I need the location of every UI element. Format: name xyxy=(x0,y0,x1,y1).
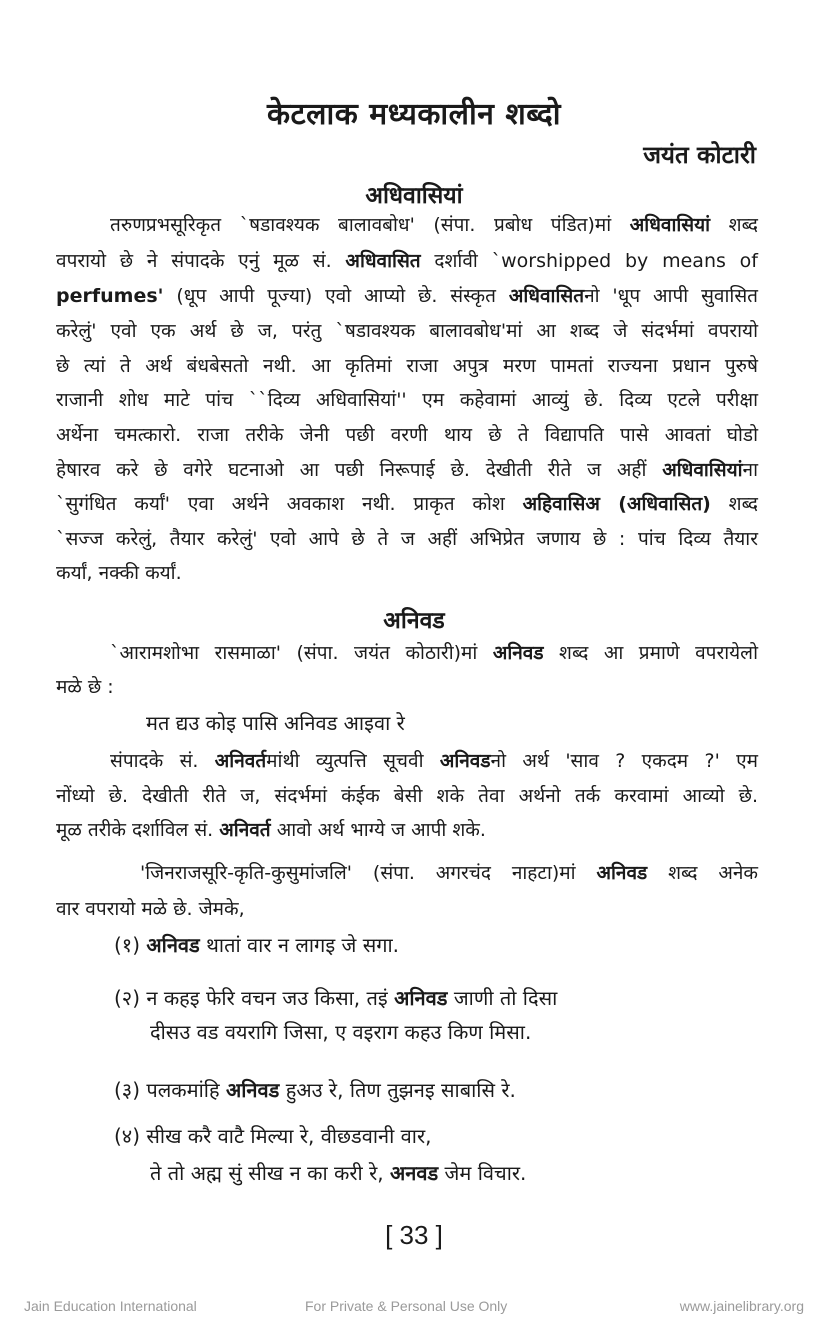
page-number: [ 33 ] xyxy=(385,1220,443,1250)
bold-term: अनिवड xyxy=(225,1078,280,1102)
quoted-verse: मत द्यउ कोइ पासि अनिवड आइवा रे xyxy=(146,711,405,735)
paragraph-line: मूळ तरीके दर्शाविल सं. अनिवर्त आवो अर्थ भाग्ये ज आपी शके. xyxy=(56,819,486,841)
example-verse: (४) सीख करै वाटै मिल्या रे, वीछडवानी वार, xyxy=(114,1124,432,1148)
bold-term: अनिवड xyxy=(492,642,544,664)
bold-term: अनवड xyxy=(389,1161,439,1185)
paragraph-line: हेषारव करे छे वगेरे घटनाओ आ पछी निरूपाई छे. देखीती रीते ज अहीं अधिवासियांना xyxy=(56,459,758,481)
paragraph-line: तरुणप्रभसूरिकृत `षडावश्यक बालावबोध' (संपा. प्रबोध पंडित)मां अधिवासियां शब्द xyxy=(110,214,758,236)
bold-term: अनिवड xyxy=(439,750,491,772)
paragraph-line: मळे छे : xyxy=(56,676,114,698)
author-name: जयंत कोटारी xyxy=(643,141,756,169)
bold-term: अनिवड xyxy=(146,933,200,957)
section-heading-anivad: अनिवड xyxy=(383,608,445,634)
paragraph-line: राजानी शोध माटे पांच ``दिव्य अधिवासियां'' एम कहेवामां आव्युं छे. दिव्य एटले परीक्षा xyxy=(56,389,758,411)
bold-term: अनिवर्त xyxy=(214,750,267,772)
bold-term: अनिवड xyxy=(394,986,448,1010)
bold-term: अनिवड xyxy=(596,862,648,884)
bold-term: अधिवासित xyxy=(508,285,585,307)
paragraph-line: perfumes' (धूप आपी पूज्या) एवो आप्यो छे. संस्कृत अधिवासितनो 'धूप आपी सुवासित xyxy=(56,285,759,307)
bold-term: अहिवासिअ (अधिवासित) xyxy=(522,493,711,515)
bold-term: अधिवासियां xyxy=(629,214,711,236)
paragraph-line: नोंध्यो छे. देखीती रीते ज, संदर्भमां कंईक बेसी शके तेवा अर्थनो तर्क करवामां आव्यो छे. xyxy=(56,785,758,807)
footer-publisher: Jain Education International xyxy=(24,1298,197,1314)
paragraph-line: `आरामशोभा रासमाळा' (संपा. जयंत कोठारी)मां अनिवड शब्द आ प्रमाणे वपरायेलो xyxy=(110,642,758,664)
example-verse: (३) पलकमांहि अनिवड हुअउ रे, तिण तुझनइ साबासि रे. xyxy=(114,1078,516,1102)
paragraph-line: कर्यां, नक्की कर्यां. xyxy=(56,562,182,584)
bold-term: अधिवासियां xyxy=(662,459,743,481)
example-verse: (२) न कहइ फेरि वचन जउ किसा, तइं अनिवड जाणी तो दिसा xyxy=(114,986,558,1010)
paragraph-line: `सुगंधित कर्यां' एवा अर्थने अवकाश नथी. प्राकृत कोश अहिवासिअ (अधिवासित) शब्द xyxy=(56,493,758,515)
paragraph-line: संपादके सं. अनिवर्तमांथी व्युत्पत्ति सूचवी अनिवडनो अर्थ 'साव ? एकदम ?' एम xyxy=(110,750,759,772)
section-heading-adhivasiyam: अधिवासियां xyxy=(365,183,463,209)
bold-term: अनिवर्त xyxy=(219,819,271,841)
paragraph-line: अर्थेना चमत्कारो. राजा तरीके जेनी पछी वरणी थाय छे ते विद्यापति पासे आवतां घोडो xyxy=(56,424,758,446)
paragraph-line: 'जिनराजसूरि-कृति-कुसुमांजलि' (संपा. अगरचंद नाहटा)मां अनिवड शब्द अनेक xyxy=(140,862,758,884)
paragraph-line: `सज्ज करेलुं, तैयार करेलुं' एवो आपे छे ते ज अहीं अभिप्रेत जणाय छे : पांच दिव्य तैयार xyxy=(56,528,758,550)
bold-term: अधिवासित xyxy=(345,250,421,272)
bold-term: perfumes' xyxy=(56,285,164,307)
paragraph-line: छे त्यां ते अर्थ बंधबेसतो नथी. आ कृतिमां राजा अपुत्र मरण पामतां राज्यना प्रधान पुरुषे xyxy=(56,355,758,377)
paragraph-line: करेलुं' एवो एक अर्थ छे ज, परंतु `षडावश्यक बालावबोध'मां आ शब्द जे संदर्भमां वपरायो xyxy=(56,320,758,342)
footer-usage-note: For Private & Personal Use Only xyxy=(305,1298,508,1314)
example-verse: ते तो अह्म सुं सीख न का करी रे, अनवड जेम विचार. xyxy=(150,1161,527,1185)
page-title: केटलाक मध्यकालीन शब्दो xyxy=(267,97,561,132)
example-verse: दीसउ वड वयरागि जिसा, ए वइराग कहउ किण मिसा. xyxy=(150,1020,532,1044)
example-verse: (१) अनिवड थातां वार न लागइ जे सगा. xyxy=(114,933,400,957)
paragraph-line: वपरायो छे ने संपादके एनुं मूळ सं. अधिवासित दर्शावी `worshipped by means of xyxy=(56,250,758,272)
paragraph-line: वार वपरायो मळे छे. जेमके, xyxy=(56,898,245,920)
footer-website-link[interactable]: www.jainelibrary.org xyxy=(679,1298,804,1314)
